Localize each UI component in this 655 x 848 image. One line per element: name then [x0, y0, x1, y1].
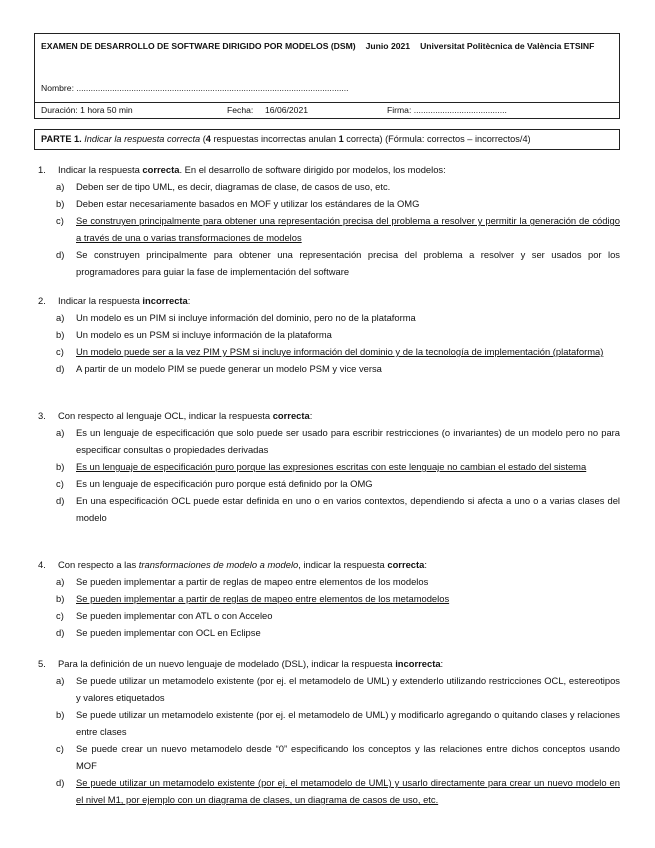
option-text: Deben estar necesariamente basados en MOF y utilizar los estándares de la OMG — [76, 198, 420, 209]
duracion: Duración: 1 hora 50 min — [41, 105, 133, 115]
question-3 — [38, 407, 620, 526]
stem-text: Con respecto a las — [58, 559, 139, 570]
stem-text-after: : — [309, 410, 313, 421]
option-letter: c) — [56, 346, 64, 357]
part-instruction: Indicar la respuesta correcta — [84, 134, 201, 144]
option-text: Es un lenguaje de especificación puro porque está definido por la OMG — [76, 478, 373, 489]
stem-text-after: : — [187, 295, 191, 306]
option-c — [56, 607, 620, 624]
option-text: Se puede utilizar un metamodelo existente (por ej. el metamodelo de UML) y usarlo directamente para crear un nuevo modelo en el nivel M1, por ejemplo con un diagrama de clases, un diagrama de casos de uso, etc. — [76, 777, 620, 805]
question-5 — [38, 655, 620, 808]
option-text: Es un lenguaje de especificación puro porque las expresiones escritas con este lenguaje no cambian el estado del sistema — [76, 461, 587, 472]
option-letter: a) — [56, 576, 65, 587]
option-letter: b) — [56, 329, 65, 340]
question-number: 2. — [38, 295, 46, 306]
firma-field: Firma: ....................................... — [387, 105, 507, 115]
question-stem — [38, 655, 620, 672]
option-letter: b) — [56, 198, 65, 209]
option-c — [56, 740, 620, 774]
fecha-value: 16/06/2021 — [265, 105, 309, 115]
exam-header — [34, 33, 620, 119]
option-a — [56, 424, 620, 458]
option-letter: a) — [56, 181, 65, 192]
option-letter: b) — [56, 593, 65, 604]
option-a — [56, 573, 620, 590]
option-d — [56, 246, 620, 280]
option-text: Un modelo puede ser a la vez PIM y PSM si incluye información del dominio y de la tecnología de implementación (plataforma) — [76, 346, 604, 357]
exam-institution: Universitat Politècnica de València ETSINF — [420, 41, 595, 51]
option-letter: d) — [56, 495, 65, 506]
option-d — [56, 624, 620, 641]
option-d — [56, 360, 620, 377]
option-letter: d) — [56, 777, 65, 788]
exam-session: Junio 2021 — [365, 41, 411, 51]
option-c-correct — [56, 343, 620, 360]
option-letter: d) — [56, 249, 65, 260]
option-b — [56, 195, 620, 212]
exam-title-line — [41, 38, 594, 55]
stem-text-mid: , indicar la respuesta — [298, 559, 388, 570]
option-text: Un modelo es un PIM si incluye información del dominio, pero no de la plataforma — [76, 312, 416, 323]
option-letter: c) — [56, 743, 64, 754]
stem-bold: correcta — [142, 164, 180, 175]
question-number: 5. — [38, 658, 46, 669]
stem-italic: transformaciones de modelo a modelo — [138, 559, 299, 570]
option-letter: b) — [56, 709, 65, 720]
option-letter: a) — [56, 312, 65, 323]
exam-title: EXAMEN DE DESARROLLO DE SOFTWARE DIRIGIDO POR MODELOS (DSM) — [41, 41, 356, 51]
stem-text-after: : — [424, 559, 427, 570]
stem-text: Indicar la respuesta — [58, 164, 143, 175]
option-b — [56, 326, 620, 343]
question-stem — [38, 292, 620, 309]
option-text: En una especificación OCL puede estar definida en uno o en varios contextos, dependiendo si afecta a uno o a varias clases del modelo — [76, 495, 620, 523]
stem-bold: incorrecta — [395, 658, 441, 669]
option-letter: b) — [56, 461, 65, 472]
option-text: Un modelo es un PSM si incluye información de la plataforma — [76, 329, 332, 340]
option-text: Deben ser de tipo UML, es decir, diagramas de clase, de casos de uso, etc. — [76, 181, 391, 192]
part-n-right: 1 — [338, 134, 344, 144]
question-2 — [38, 292, 620, 377]
option-c — [56, 475, 620, 492]
question-stem — [38, 556, 620, 573]
option-text: Se pueden implementar con OCL en Eclipse — [76, 627, 261, 638]
option-text: A partir de un modelo PIM se puede generar un modelo PSM y vice versa — [76, 363, 382, 374]
question-1 — [38, 161, 620, 280]
option-text: Se pueden implementar a partir de reglas de mapeo entre elementos de los metamodelos — [76, 593, 450, 604]
option-text: Se construyen principalmente para obtener una representación precisa del problema a resolver y ser usados por los programadores para guiar la fase de implementación del software — [76, 249, 620, 277]
option-letter: d) — [56, 363, 65, 374]
part-text-end: correcta) (Fórmula: correctos – incorrectos/4) — [346, 134, 531, 144]
stem-text: Para la definición de un nuevo lenguaje de modelado (DSL), indicar la respuesta — [58, 658, 396, 669]
option-b-correct — [56, 590, 620, 607]
option-letter: a) — [56, 427, 65, 438]
part-1-banner — [34, 129, 620, 150]
stem-text-after: . En el desarrollo de software dirigido por modelos, los modelos: — [179, 164, 446, 175]
stem-bold: correcta — [387, 559, 425, 570]
stem-bold: incorrecta — [142, 295, 188, 306]
option-a — [56, 672, 620, 706]
part-n-wrong: 4 — [205, 134, 211, 144]
question-stem — [38, 407, 620, 424]
option-text: Se puede utilizar un metamodelo existente (por ej. el metamodelo de UML) y extenderlo utilizando restricciones OCL, estereotipos y valores etiquetados — [76, 675, 620, 703]
question-number: 4. — [38, 559, 46, 570]
fecha-label: Fecha: — [227, 105, 254, 115]
option-d — [56, 492, 620, 526]
option-a — [56, 309, 620, 326]
question-4 — [38, 556, 620, 641]
option-letter: a) — [56, 675, 65, 686]
stem-text-after: : — [440, 658, 444, 669]
question-stem — [38, 161, 620, 178]
option-letter: c) — [56, 478, 64, 489]
part-title: PARTE 1. — [41, 134, 82, 144]
option-text: Se construyen principalmente para obtener una representación precisa del problema a resolver y permitir la generación de código a través de una o varias transformaciones de modelos — [76, 215, 620, 243]
stem-text: Indicar la respuesta — [58, 295, 143, 306]
option-c-correct — [56, 212, 620, 246]
option-a — [56, 178, 620, 195]
stem-bold: correcta — [272, 410, 310, 421]
question-number: 3. — [38, 410, 46, 421]
option-letter: d) — [56, 627, 65, 638]
option-text: Se puede crear un nuevo metamodelo desde “0” especificando los conceptos y las relaciones entre dichos conceptos usando MOF — [76, 743, 620, 771]
question-number: 1. — [38, 164, 46, 175]
part-text-mid: respuestas incorrectas anulan — [213, 134, 337, 144]
paren: ( — [202, 134, 206, 144]
option-text: Es un lenguaje de especificación que solo puede ser usado para escribir restricciones (o invariantes) de un modelo pero no para especificar consultas o propiedades derivadas — [76, 427, 620, 455]
option-text: Se pueden implementar con ATL o con Acceleo — [76, 610, 273, 621]
nombre-field: Nombre: .................................................................................................................. — [41, 83, 349, 93]
option-b — [56, 706, 620, 740]
option-b-correct — [56, 458, 620, 475]
option-d-correct — [56, 774, 620, 808]
stem-text: Con respecto al lenguaje OCL, indicar la respuesta — [58, 410, 273, 421]
option-letter: c) — [56, 215, 64, 226]
option-text: Se puede utilizar un metamodelo existente (por ej. el metamodelo de UML) y modificarlo agregando o quitando clases y relaciones entre clases — [76, 709, 620, 737]
option-letter: c) — [56, 610, 64, 621]
option-text: Se pueden implementar a partir de reglas de mapeo entre elementos de los modelos — [76, 576, 429, 587]
